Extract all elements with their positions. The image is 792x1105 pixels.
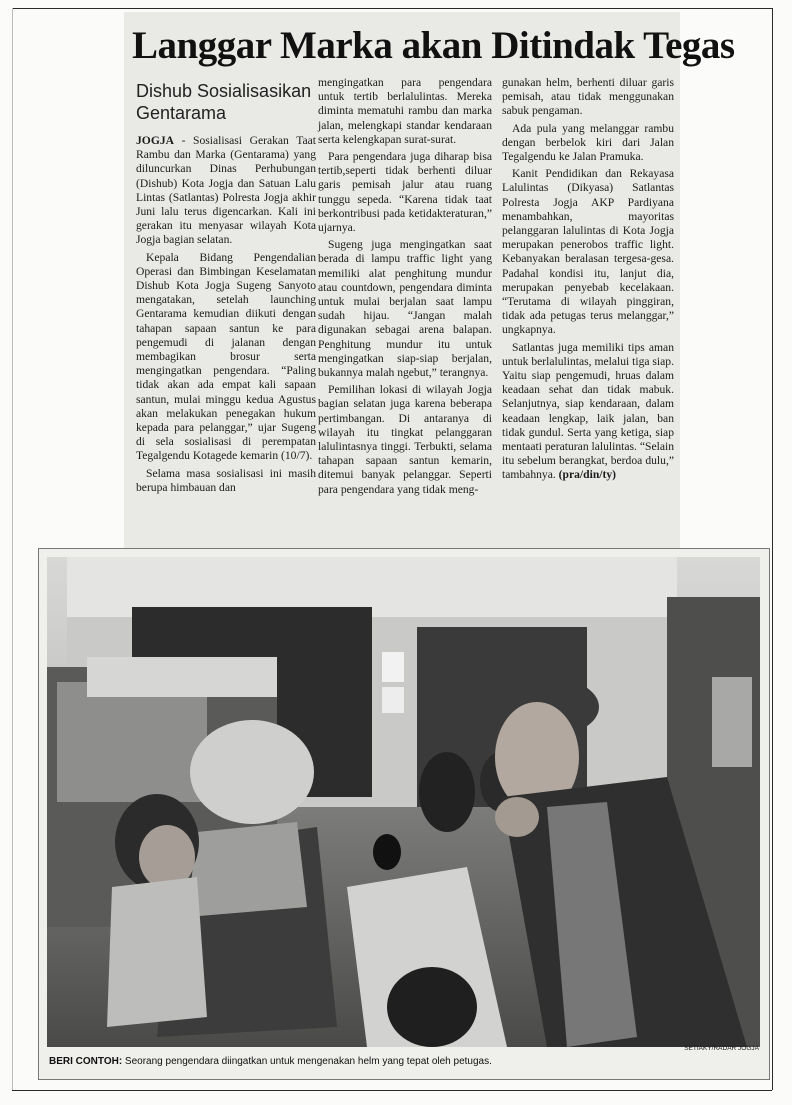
page-border-right xyxy=(772,8,773,1090)
paragraph: Kepala Bidang Pengendalian Operasi dan Bimbingan Keselamatan Dishub Kota Jogja Sugeng Sanyoto mengatakan, setelah launching Gentarama kemudian diikuti dengan tahapan sapaan santun ke para pengemudi di jalanan dengan membagikan brosur serta mengingatkan pengendara. “Paling tidak akan ada empat kali sapaan santun, mulai minggu kedua Agustus akan melakukan penegakan hukum kepada para pelanggar,” ujar Sugeng di sela sosialisasi di perempatan Tegalgendu Kotagede kemarin (10/7). xyxy=(136,250,316,463)
photo-caption xyxy=(49,1055,749,1068)
photo-credit: SETIAKY/RADAR JOGJA xyxy=(684,1045,759,1052)
paragraph: mengingatkan para pengendara untuk tertib berlalulintas. Mereka diminta mematuhi rambu dan marka jalan, melengkapi standar kendaraan serta kelengkapan surat-surat. xyxy=(318,76,492,146)
subheadline: Dishub Sosialisasikan Gentarama xyxy=(136,81,312,123)
page-border-left xyxy=(12,8,13,1090)
paragraph xyxy=(502,341,674,483)
article-column-2 xyxy=(318,76,492,500)
article-column-3 xyxy=(502,76,674,486)
paragraph-text: - Sosialisasi Gerakan Taat Rambu dan Marka (Gentarama) yang diluncurkan Dinas Perhubungan (Dishub) Kota Jogja dan Satuan Lalu Lintas (Satlantas) Polresta Jogja akhir Juni lalu terus digencarkan. Kali ini gerakan itu menyasar wilayah Kota Jogja bagian selatan. xyxy=(136,134,316,247)
caption-text: Seorang pengendara diingatkan untuk mengenakan helm yang tepat oleh petugas. xyxy=(122,1056,492,1067)
paragraph: Selama masa sosialisasi ini masih berupa himbauan dan xyxy=(136,466,316,494)
paragraph: Pemilihan lokasi di wilayah Jogja bagian selatan juga karena beberapa pertimbangan. Di antaranya di wilayah itu tingkat pelanggaran lalulintasnya tinggi. Terbukti, selama tahapan sapaan santun kemarin, ditemui banyak pelanggar. Seperti para pengendara yang tidak meng- xyxy=(318,383,492,496)
page-border-top xyxy=(12,8,772,9)
caption-lead: BERI CONTOH: xyxy=(49,1056,123,1067)
photo-illustration xyxy=(47,557,760,1047)
paragraph xyxy=(136,134,316,248)
paragraph: Para pengendara juga diharap bisa tertib,seperti tidak berhenti diluar garis pemisah jalur atau ruang tunggu sepeda. “Karena tidak taat berkontribusi pada ketidakteraturan,” ujarnya. xyxy=(318,150,492,235)
article-column-1 xyxy=(136,134,316,498)
article-clipping xyxy=(124,12,735,548)
news-photo xyxy=(47,557,760,1047)
headline: Langgar Marka akan Ditindak Tegas xyxy=(132,24,735,67)
paragraph: Sugeng juga mengingatkan saat berada di lampu traffic light yang memiliki alat penghitung mundur atau countdown, pengendara diminta untuk mulai berjalan saat lampu sudah hijau. “Jangan malah digunakan sebagai arena balapan. Penghitung mundur itu untuk mengingatkan siap-siap berjalan, bukannya malah ngebut,” terangnya. xyxy=(318,238,492,380)
paragraph: gunakan helm, berhenti diluar garis pemisah, atau tidak menggunakan sabuk pengaman. xyxy=(502,76,674,118)
paragraph: Kanit Pendidikan dan Rekayasa Lalulintas (Dikyasa) Satlantas Polresta Jogja AKP Pardiyana menambahkan, mayoritas pelanggaran lalulintas di Kota Jogja merupakan penerobos traffic light. Kebanyakan beralasan tergesa-gesa. Padahal kondisi itu, lanjut dia, merupakan penyebab kecelakaan. “Terutama di wilayah pinggiran, tidak ada petugas terus melanggar,” ungkapnya. xyxy=(502,167,674,337)
page-border-bottom xyxy=(12,1090,772,1091)
photo-block xyxy=(38,548,770,1080)
dateline: JOGJA xyxy=(136,134,175,147)
author-credit: (pra/din/ty) xyxy=(558,468,617,482)
paragraph: Ada pula yang melanggar rambu dengan berbelok kiri dari Jalan Tegalgendu ke Jalan Pramuka. xyxy=(502,121,674,164)
paragraph-text: Satlantas juga memiliki tips aman untuk berlalulintas, melalui tiga siap. Yaitu siap pengemudi, hruas dalam keadaan sehat dan tidak mabuk. Selanjutnya, siap kendaraan, dalam keadaan lengkap, laik jalan, ban tidak gundul. Serta yang ketiga, siap mentaati peraturan lalulintas. “Selain itu sebelum berangkat, berdoa dulu,” tambahnya. xyxy=(502,340,674,482)
